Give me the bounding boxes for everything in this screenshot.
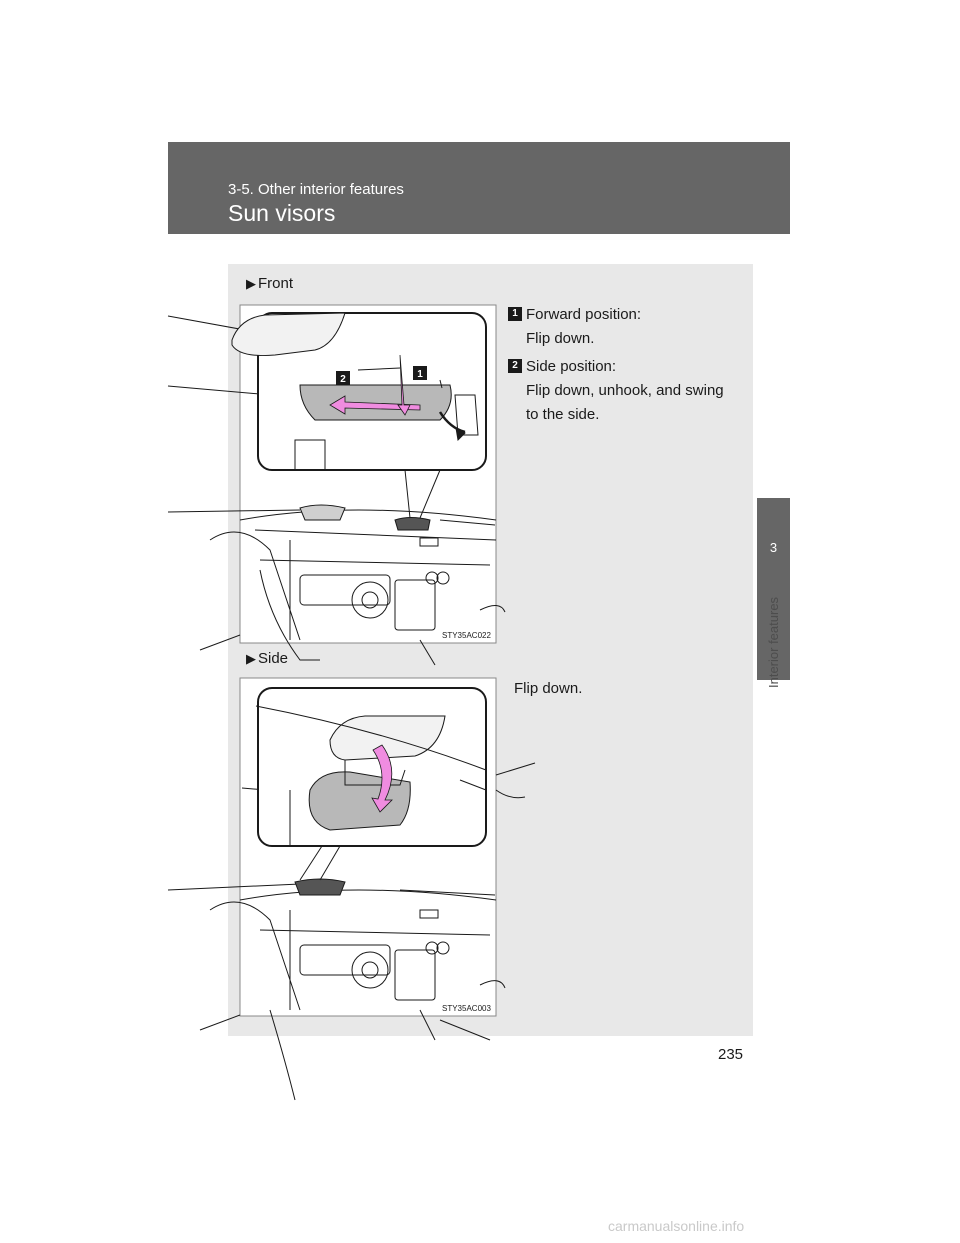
step-number-badge: 1 (508, 307, 522, 321)
callout-1: 1 (417, 369, 423, 380)
step-title: Forward position: (526, 306, 642, 323)
chapter-number: 3 (769, 540, 778, 555)
side-heading (246, 650, 288, 667)
step-detail: Flip down. (526, 330, 595, 347)
step-number-badge: 2 (508, 359, 522, 373)
right-triangle-icon: ▶ (246, 651, 256, 666)
front-illustration (168, 305, 505, 665)
side-illustration (168, 678, 535, 1100)
watermark: carmanualsonline.info (608, 1218, 745, 1234)
side-label: Side (258, 650, 289, 667)
front-figure-code: STY35AC022 (442, 631, 491, 640)
side-instruction: Flip down. (514, 680, 583, 697)
step-detail: Flip down, unhook, and swing to the side. (526, 382, 724, 423)
chapter-name: Interior features (766, 596, 781, 688)
right-triangle-icon: ▶ (246, 276, 256, 291)
front-label: Front (258, 275, 294, 292)
step-title: Side position: (526, 358, 617, 375)
side-figure-code: STY35AC003 (442, 1004, 491, 1013)
section-label: 3-5. Other interior features (228, 181, 404, 198)
page-number: 235 (718, 1046, 744, 1063)
page-title: Sun visors (228, 200, 336, 226)
callout-2: 2 (340, 374, 346, 385)
